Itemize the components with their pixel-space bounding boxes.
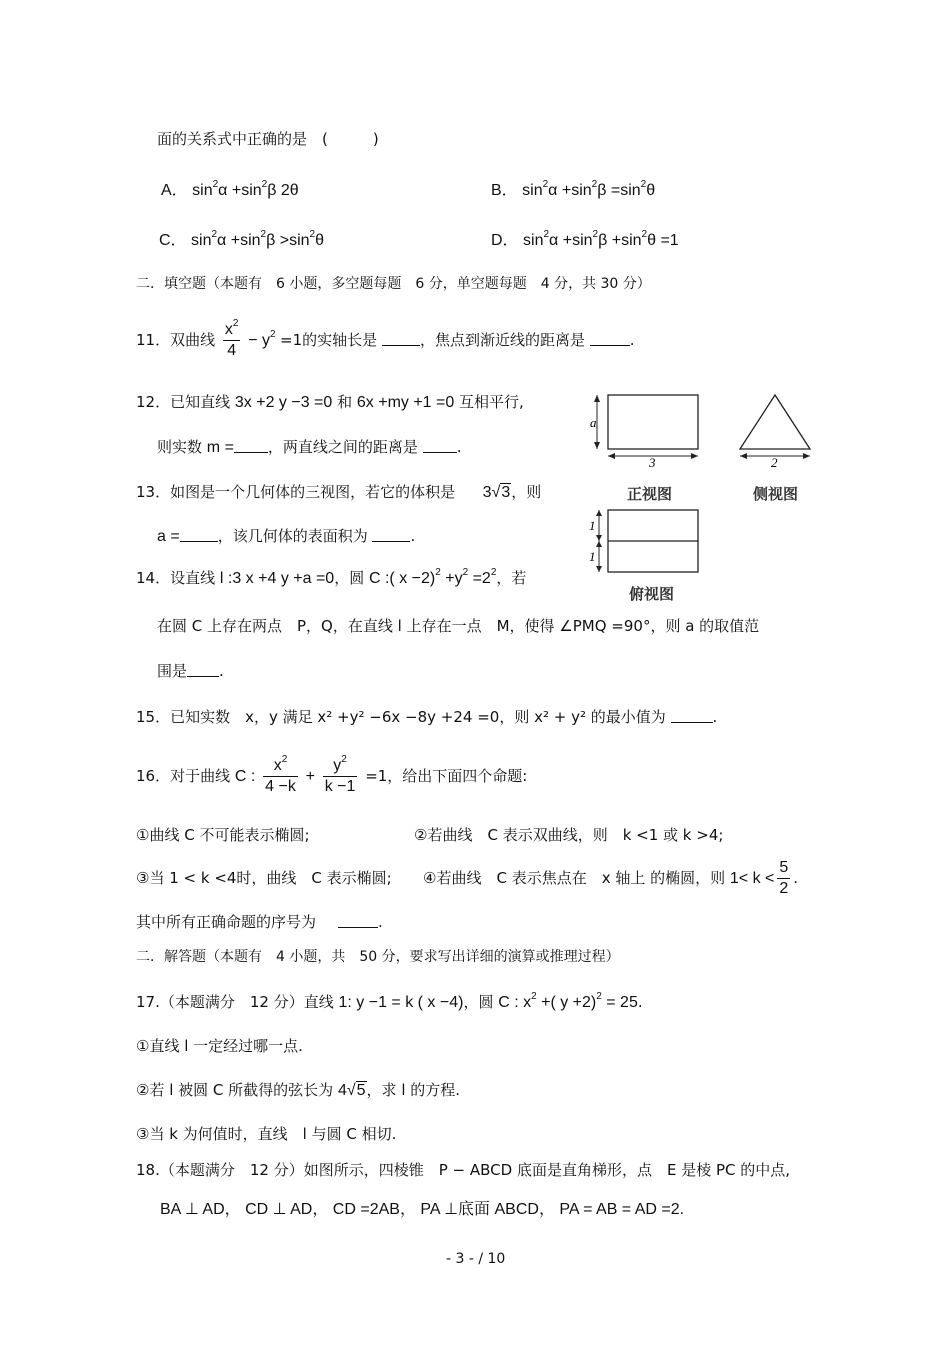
q17-head: 17.（本题满分 12 分）直线 1: y −1 = k ( x −4)，圆 C : $x^2$ +( y +2)$^2$ = 25. — [136, 991, 643, 1011]
q10-tail: 面的关系式中正确的是 ( ) — [157, 130, 379, 148]
q10-option-c: C． $\sin^2\alpha +\sin^2\beta >\sin^2\theta$ — [159, 229, 325, 249]
q12-line2: 则实数 m = ，两直线之间的距离是 . — [157, 438, 462, 456]
top-h1-label: 1 — [589, 518, 596, 533]
q14-line3: 围是 . — [157, 662, 224, 680]
front-height-label: a — [590, 415, 597, 430]
q16-prop4: ④若曲线 C 表示焦点在 x 轴上 的椭圆，则 1< k < $\frac{5}{2}$ . — [423, 859, 799, 897]
q16-final: 其中所有正确命题的序号为 . — [136, 913, 383, 931]
q14-line2: 在圆 C 上存在两点 P，Q，在直线 l 上存在一点 M，使得 ∠PMQ =90°，则 a 的取值范 — [157, 617, 760, 635]
q11: 11．双曲线 $\frac{x^2}{4}$ − $y^2 =1$的实轴长是 ，焦点到渐近线的距离是 . — [136, 318, 635, 359]
q16-line1: 16．对于曲线 C : $\frac{x^2}{4 -k}$ + $\frac{y^2}{k -1}$ =1，给出下面四个命题: — [136, 754, 528, 795]
top-h2-label: 1 — [589, 549, 596, 564]
front-width-label: 3 — [649, 455, 656, 470]
side-view-triangle — [740, 395, 810, 449]
q18-head: 18.（本题满分 12 分）如图所示，四棱锥 P − ABCD 底面是直角梯形，点 E 是棱 PC 的中点, — [136, 1161, 791, 1179]
q17-s1: ①直线 l 一定经过哪一点. — [136, 1037, 303, 1055]
q10-option-b: B． $\sin^2\alpha +\sin^2\beta =\sin^2\theta$ — [491, 179, 656, 199]
q17-s3: ③当 k 为何值时，直线 l 与圆 C 相切. — [136, 1125, 397, 1143]
q12-line1: 12．已知直线 3x +2 y −3 =0 和 6x +my +1 =0 互相平行, — [136, 393, 524, 411]
section3-heading: 二．解答题（本题有 4 小题，共 50 分，要求写出详细的演算或推理过程） — [136, 949, 620, 965]
top-view-label: 俯视图 — [629, 585, 675, 603]
q16-prop3: ③当 1 < k <4时，曲线 C 表示椭圆; — [136, 869, 392, 887]
q16-prop2: ②若曲线 C 表示双曲线，则 k <1 或 k >4; — [414, 826, 724, 844]
q13-line1: 13．如图是一个几何体的三视图，若它的体积是 3√3，则 — [136, 483, 542, 501]
q10-option-d: D． $\sin^2\alpha +\sin^2\beta +\sin^2\theta =1$ — [491, 229, 679, 249]
q16-prop1: ①曲线 C 不可能表示椭圆; — [136, 826, 310, 844]
section2-heading: 二．填空题（本题有 6 小题，多空题每题 6 分，单空题每题 4 分，共 30 分） — [136, 276, 651, 292]
q10-option-a: A． $\sin^2\alpha +\sin^2\beta$ 2θ — [161, 179, 299, 199]
front-view-rect — [608, 395, 698, 449]
q15: 15．已知实数 x，y 满足 x² +y² −6x −8y +24 =0，则 x² + y² 的最小值为 . — [136, 708, 718, 726]
q18-line2: BA ⊥ AD， CD ⊥ AD， CD =2AB， PA ⊥底面 ABCD， PA = AB = AD =2. — [160, 1201, 685, 1218]
side-width-label: 2 — [771, 455, 778, 470]
page-number: - 3 - / 10 — [446, 1251, 506, 1267]
q17-s2: ②若 l 被圆 C 所截得的弦长为 4√5，求 l 的方程. — [136, 1081, 461, 1099]
q13-line2: a = ，该几何体的表面积为 . — [157, 527, 416, 545]
side-view-label: 侧视图 — [753, 485, 799, 503]
q14-line1: 14．设直线 l :3 x +4 y +a =0，圆 C :( $x -2)^2 +y^2 =2^2$，若 — [136, 567, 527, 587]
front-view-label: 正视图 — [627, 485, 673, 503]
